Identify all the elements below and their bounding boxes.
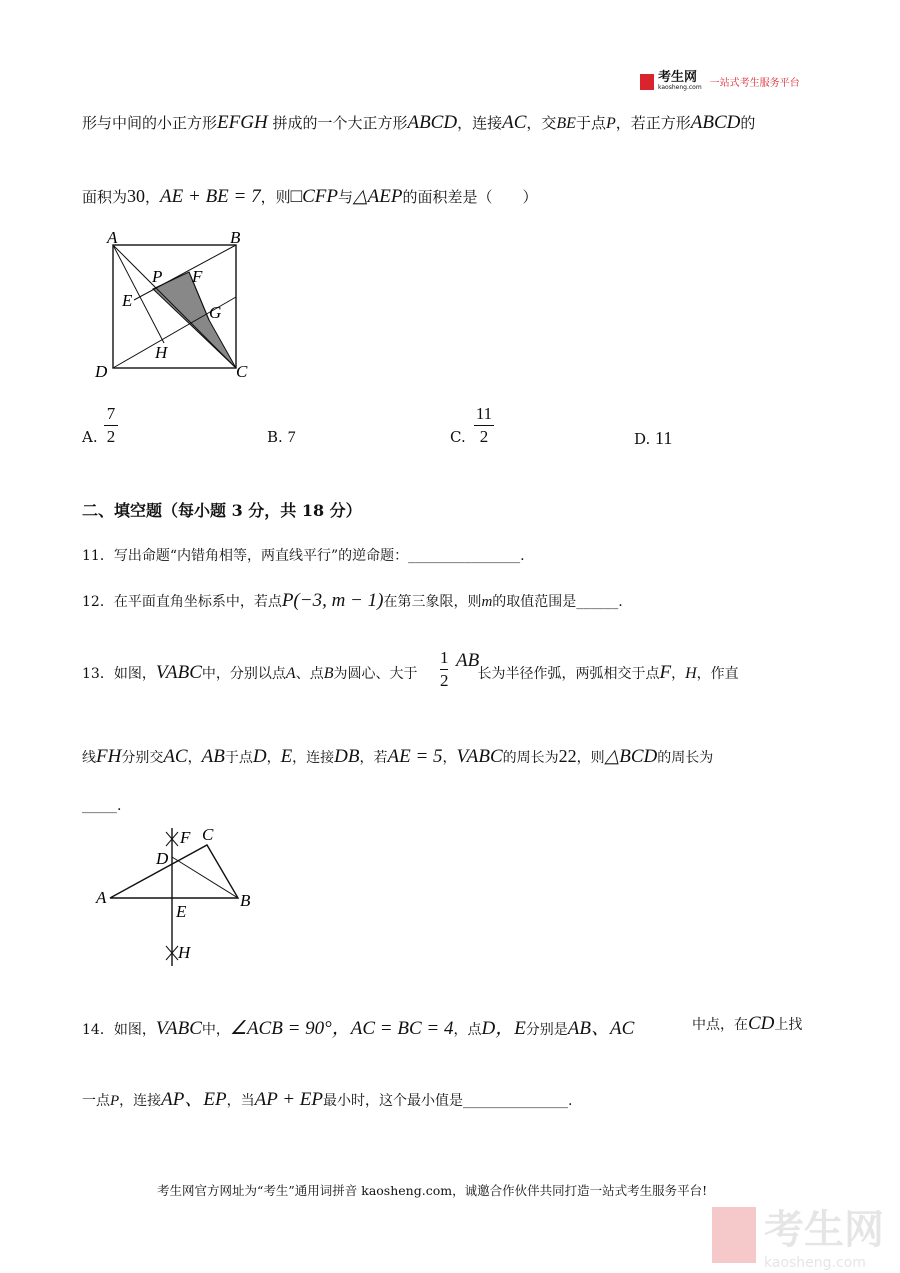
watermark-logo-icon — [712, 1207, 756, 1263]
logo-name: 考生网 — [658, 70, 698, 85]
text: ，作直 — [696, 666, 739, 682]
math: AB — [201, 746, 225, 767]
option-letter: B. — [267, 428, 283, 446]
text: 、点 — [295, 666, 324, 682]
math: AP、EP — [161, 1089, 227, 1110]
math: 30 — [127, 186, 146, 206]
text: 于点 — [224, 750, 253, 766]
label-f: F — [180, 828, 191, 847]
numerator: 7 — [106, 404, 116, 423]
text: ，连接 — [457, 114, 503, 132]
label-d: D — [156, 849, 169, 868]
math: VABC — [155, 1018, 202, 1039]
q10-figure — [94, 228, 248, 381]
segment-db — [172, 857, 238, 898]
math: □CFP — [290, 186, 338, 207]
option-value: 7 — [287, 429, 296, 446]
text: 中点，在 — [692, 1017, 748, 1033]
math: AB — [456, 650, 480, 671]
text: ， — [145, 188, 161, 206]
math: m — [481, 594, 493, 610]
math: AC — [163, 746, 188, 767]
math: D，E — [481, 1018, 526, 1039]
text: 为圆心、大于 — [333, 666, 418, 682]
math: H — [685, 665, 697, 682]
q14-line1 — [82, 1013, 634, 1040]
text: 的取值范围是______. — [492, 594, 623, 610]
text: 的 — [740, 114, 756, 132]
text: 的周长为 — [657, 750, 714, 766]
text: ，点 — [453, 1022, 482, 1038]
q13-blank: _____. — [82, 798, 122, 814]
text: 最小时，这个最小值是_______________. — [323, 1093, 573, 1109]
denominator: 2 — [479, 427, 489, 446]
option-b[interactable] — [267, 428, 296, 447]
math: A — [285, 665, 296, 682]
label-b: B — [230, 228, 241, 247]
math: 22 — [558, 746, 577, 766]
option-c-letter[interactable]: C. — [450, 428, 466, 446]
math: CD — [748, 1013, 775, 1034]
option-value: 11 — [655, 428, 673, 448]
text: 14．如图， — [82, 1022, 156, 1038]
text: 形与中间的小正方形 — [82, 114, 218, 132]
math: ∠ACB = 90°，AC = BC = 4 — [229, 1018, 454, 1039]
text: ， — [671, 666, 686, 682]
denominator: 2 — [440, 671, 449, 690]
math: P — [110, 1093, 120, 1109]
q12-text — [82, 590, 623, 612]
text: 长为半径作弧，两弧相交于点 — [477, 666, 660, 682]
label-a: A — [107, 228, 118, 247]
q13-figure — [95, 825, 251, 966]
text: ，若正方形 — [615, 114, 691, 132]
label-c: C — [236, 362, 248, 381]
text: ，若 — [359, 750, 388, 766]
text: 的面积差是（ ） — [402, 188, 538, 206]
text: 线 — [82, 750, 96, 766]
math: P(−3, m − 1) — [281, 590, 384, 611]
math: DB — [334, 746, 360, 767]
text: ，当 — [226, 1093, 255, 1109]
math: E — [280, 746, 293, 767]
text: ，交 — [526, 114, 557, 132]
text: ，连接 — [119, 1093, 162, 1109]
q13-line1 — [82, 662, 739, 684]
text: 在第三象限，则 — [383, 594, 482, 610]
text: ， — [266, 750, 281, 766]
text: 分别是 — [525, 1022, 568, 1038]
label-c: C — [202, 825, 214, 844]
text: 面积为 — [82, 188, 128, 206]
math: AE = 5 — [387, 746, 443, 767]
text: ， — [187, 750, 202, 766]
watermark-name: 考生网 — [764, 1207, 884, 1253]
math: AC — [502, 112, 527, 133]
label-p: P — [152, 267, 163, 286]
option-a-letter[interactable]: A. — [82, 428, 98, 446]
text: 12．在平面直角坐标系中，若点 — [82, 594, 282, 610]
math: AB、AC — [567, 1018, 635, 1039]
text: ，则 — [576, 750, 605, 766]
text: 中， — [201, 1022, 230, 1038]
label-b: B — [240, 891, 251, 910]
numerator: 11 — [475, 404, 493, 423]
text: ，则 — [260, 188, 291, 206]
text: 上找 — [774, 1017, 803, 1033]
math: ABCD — [407, 112, 458, 133]
label-a: A — [96, 888, 107, 907]
math: BE — [556, 115, 576, 132]
footer-text: 考生网官方网址为“考生”通用词拼音 kaosheng.com，诚邀合作伙伴共同打造一站式考生服务平台! — [157, 1183, 708, 1198]
option-c-fraction[interactable] — [474, 404, 494, 447]
label-e: E — [122, 291, 133, 310]
text: 的周长为 — [502, 750, 559, 766]
text: 分别交 — [121, 750, 164, 766]
label-e: E — [176, 902, 187, 921]
text: 一点 — [82, 1093, 110, 1109]
q14-line2 — [82, 1084, 572, 1111]
option-letter: D. — [634, 430, 651, 448]
q11-text: 11．写出命题“内错角相等，两直线平行”的逆命题：________________. — [82, 548, 525, 564]
math: △AEP — [353, 186, 403, 207]
math: △BCD — [604, 746, 658, 767]
watermark — [712, 1198, 884, 1271]
q13-fraction — [440, 648, 449, 691]
option-a-fraction[interactable] — [104, 404, 118, 447]
math: F — [659, 662, 672, 683]
watermark-domain: kaosheng.com — [764, 1255, 866, 1271]
text: ，连接 — [292, 750, 335, 766]
text: 13．如图， — [82, 666, 156, 682]
denominator: 2 — [106, 427, 116, 446]
line-ah — [113, 245, 164, 343]
logo-domain: kaosheng.com — [658, 84, 702, 91]
text: 拼成的一个大正方形 — [272, 114, 408, 132]
math: AE + BE = 7 — [160, 186, 261, 207]
label-h: H — [155, 343, 168, 362]
math: VABC — [456, 746, 503, 767]
logo-slogan: 一站式考生服务平台 — [709, 78, 800, 89]
math: ABCD — [690, 112, 741, 133]
text: 中，分别以点 — [201, 666, 286, 682]
math: AP + EP — [254, 1089, 324, 1110]
label-f: F — [192, 267, 203, 286]
text: 与 — [338, 188, 354, 206]
q14-line1-tail — [692, 1013, 802, 1035]
math: B — [323, 665, 334, 682]
math: D — [252, 746, 267, 767]
math: VABC — [155, 662, 202, 683]
q13-line2 — [82, 745, 713, 768]
label-h: H — [178, 943, 191, 962]
section-heading: 二、填空题（每小题 3 分，共 18 分） — [82, 501, 362, 520]
triangle-abc — [110, 845, 238, 898]
math: P — [605, 115, 616, 132]
math: EFGH — [217, 112, 268, 133]
label-d: D — [95, 362, 108, 381]
numerator: 1 — [440, 648, 449, 667]
text: ， — [442, 750, 457, 766]
option-d[interactable] — [634, 428, 672, 449]
label-g: G — [209, 303, 222, 322]
math: FH — [96, 746, 122, 767]
text: 于点 — [575, 114, 606, 132]
